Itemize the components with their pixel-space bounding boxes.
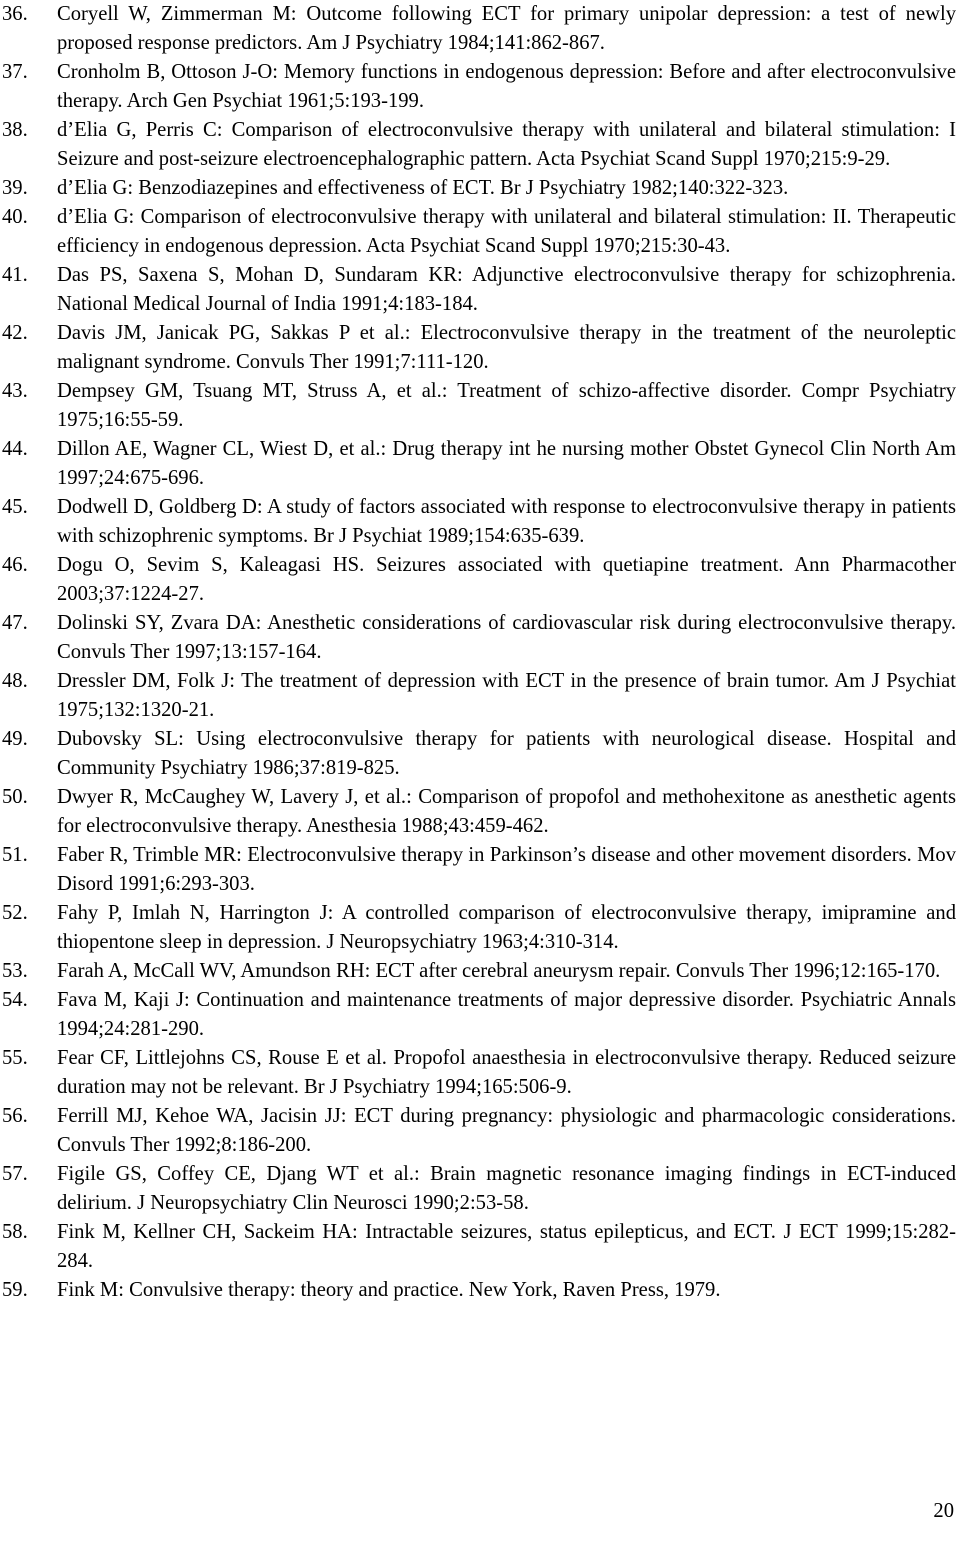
reference-text: Dwyer R, McCaughey W, Lavery J, et al.: Comparison of propofol and methohexitone as anesthetic agents for electroconvulsive therapy. Anesthesia 1988;43:459-462. [57, 786, 956, 837]
reference-number: 51. [2, 844, 28, 866]
reference-number: 57. [2, 1163, 28, 1185]
reference-text: d’Elia G: Benzodiazepines and effectiveness of ECT. Br J Psychiatry 1982;140:322-323. [57, 177, 789, 199]
reference-number: 46. [2, 554, 28, 576]
reference-item [0, 58, 960, 116]
reference-item [0, 116, 960, 174]
reference-item [0, 1044, 960, 1102]
reference-item [0, 986, 960, 1044]
reference-text: Fava M, Kaji J: Continuation and maintenance treatments of major depressive disorder. Psychiatric Annals 1994;24:281-290. [57, 989, 956, 1040]
reference-item [0, 667, 960, 725]
reference-item [0, 609, 960, 667]
reference-text: Fahy P, Imlah N, Harrington J: A controlled comparison of electroconvulsive therapy, imipramine and thiopentone sleep in depression. J Neuropsychiatry 1963;4:310-314. [57, 902, 956, 953]
reference-item [0, 174, 960, 203]
reference-number: 41. [2, 264, 28, 286]
reference-text: Dempsey GM, Tsuang MT, Struss A, et al.: Treatment of schizo-affective disorder. Compr Psychiatry 1975;16:55-59. [57, 380, 956, 431]
reference-item [0, 493, 960, 551]
reference-text: Davis JM, Janicak PG, Sakkas P et al.: Electroconvulsive therapy in the treatment of the neuroleptic malignant syndrome. Convuls Ther 1991;7:111-120. [57, 322, 956, 373]
reference-text: Dressler DM, Folk J: The treatment of depression with ECT in the presence of brain tumor. Am J Psychiat 1975;132:1320-21. [57, 670, 956, 721]
reference-text: Fink M, Kellner CH, Sackeim HA: Intractable seizures, status epilepticus, and ECT. J ECT 1999;15:282-284. [57, 1221, 956, 1272]
reference-item [0, 1276, 960, 1305]
reference-text: Das PS, Saxena S, Mohan D, Sundaram KR: Adjunctive electroconvulsive therapy for schizophrenia. National Medical Journal of India 1991;4:183-184. [57, 264, 956, 315]
reference-text: Coryell W, Zimmerman M: Outcome following ECT for primary unipolar depression: a test of newly proposed response predictors. Am J Psychiatry 1984;141:862-867. [57, 3, 956, 54]
reference-text: Faber R, Trimble MR: Electroconvulsive therapy in Parkinson’s disease and other movement disorders. Mov Disord 1991;6:293-303. [57, 844, 956, 895]
reference-item [0, 899, 960, 957]
reference-number: 42. [2, 322, 28, 344]
reference-text: Cronholm B, Ottoson J-O: Memory functions in endogenous depression: Before and after electroconvulsive therapy. Arch Gen Psychiat 1961;5:193-199. [57, 61, 956, 112]
reference-number: 55. [2, 1047, 28, 1069]
reference-number: 59. [2, 1279, 28, 1301]
reference-item [0, 1218, 960, 1276]
reference-item [0, 319, 960, 377]
reference-number: 52. [2, 902, 28, 924]
reference-text: Fear CF, Littlejohns CS, Rouse E et al. Propofol anaesthesia in electroconvulsive therapy. Reduced seizure duration may not be relevant. Br J Psychiatry 1994;165:506-9. [57, 1047, 956, 1098]
reference-number: 54. [2, 989, 28, 1011]
reference-number: 36. [2, 3, 28, 25]
reference-text: Figile GS, Coffey CE, Djang WT et al.: Brain magnetic resonance imaging findings in ECT-induced delirium. J Neuropsychiatry Clin Neurosci 1990;2:53-58. [57, 1163, 956, 1214]
reference-item [0, 841, 960, 899]
reference-text: Dogu O, Sevim S, Kaleagasi HS. Seizures associated with quetiapine treatment. Ann Pharmacother 2003;37:1224-27. [57, 554, 956, 605]
reference-item [0, 957, 960, 986]
reference-item [0, 203, 960, 261]
reference-number: 47. [2, 612, 28, 634]
reference-number: 39. [2, 177, 28, 199]
reference-text: Fink M: Convulsive therapy: theory and practice. New York, Raven Press, 1979. [57, 1279, 721, 1301]
reference-number: 37. [2, 61, 28, 83]
reference-item [0, 0, 960, 58]
reference-number: 44. [2, 438, 28, 460]
reference-item [0, 435, 960, 493]
reference-text: Dillon AE, Wagner CL, Wiest D, et al.: Drug therapy int he nursing mother Obstet Gynecol Clin North Am 1997;24:675-696. [57, 438, 956, 489]
reference-item [0, 1160, 960, 1218]
page-number: 20 [933, 1500, 954, 1522]
reference-item [0, 725, 960, 783]
reference-text: Dubovsky SL: Using electroconvulsive therapy for patients with neurological disease. Hospital and Community Psychiatry 1986;37:819-825. [57, 728, 956, 779]
reference-number: 53. [2, 960, 28, 982]
reference-number: 58. [2, 1221, 28, 1243]
reference-number: 48. [2, 670, 28, 692]
reference-number: 50. [2, 786, 28, 808]
reference-text: d’Elia G, Perris C: Comparison of electroconvulsive therapy with unilateral and bilateral stimulation: I Seizure and post-seizure electroencephalographic pattern. Acta Psychiat Scand Suppl 1970;215:9-29. [57, 119, 956, 170]
reference-number: 56. [2, 1105, 28, 1127]
reference-number: 40. [2, 206, 28, 228]
reference-item [0, 551, 960, 609]
reference-item [0, 1102, 960, 1160]
reference-item [0, 377, 960, 435]
reference-number: 49. [2, 728, 28, 750]
reference-number: 45. [2, 496, 28, 518]
reference-text: Farah A, McCall WV, Amundson RH: ECT after cerebral aneurysm repair. Convuls Ther 1996;12:165-170. [57, 960, 941, 982]
reference-text: Dolinski SY, Zvara DA: Anesthetic considerations of cardiovascular risk during electroconvulsive therapy. Convuls Ther 1997;13:157-164. [57, 612, 956, 663]
reference-number: 43. [2, 380, 28, 402]
reference-text: Ferrill MJ, Kehoe WA, Jacisin JJ: ECT during pregnancy: physiologic and pharmacologic considerations. Convuls Ther 1992;8:186-200. [57, 1105, 956, 1156]
reference-number: 38. [2, 119, 28, 141]
reference-text: Dodwell D, Goldberg D: A study of factors associated with response to electroconvulsive therapy in patients with schizophrenic symptoms. Br J Psychiat 1989;154:635-639. [57, 496, 956, 547]
reference-text: d’Elia G: Comparison of electroconvulsive therapy with unilateral and bilateral stimulation: II. Therapeutic efficiency in endogenous depression. Acta Psychiat Scand Suppl 1970;215:30-43. [57, 206, 956, 257]
reference-item [0, 783, 960, 841]
reference-item [0, 261, 960, 319]
